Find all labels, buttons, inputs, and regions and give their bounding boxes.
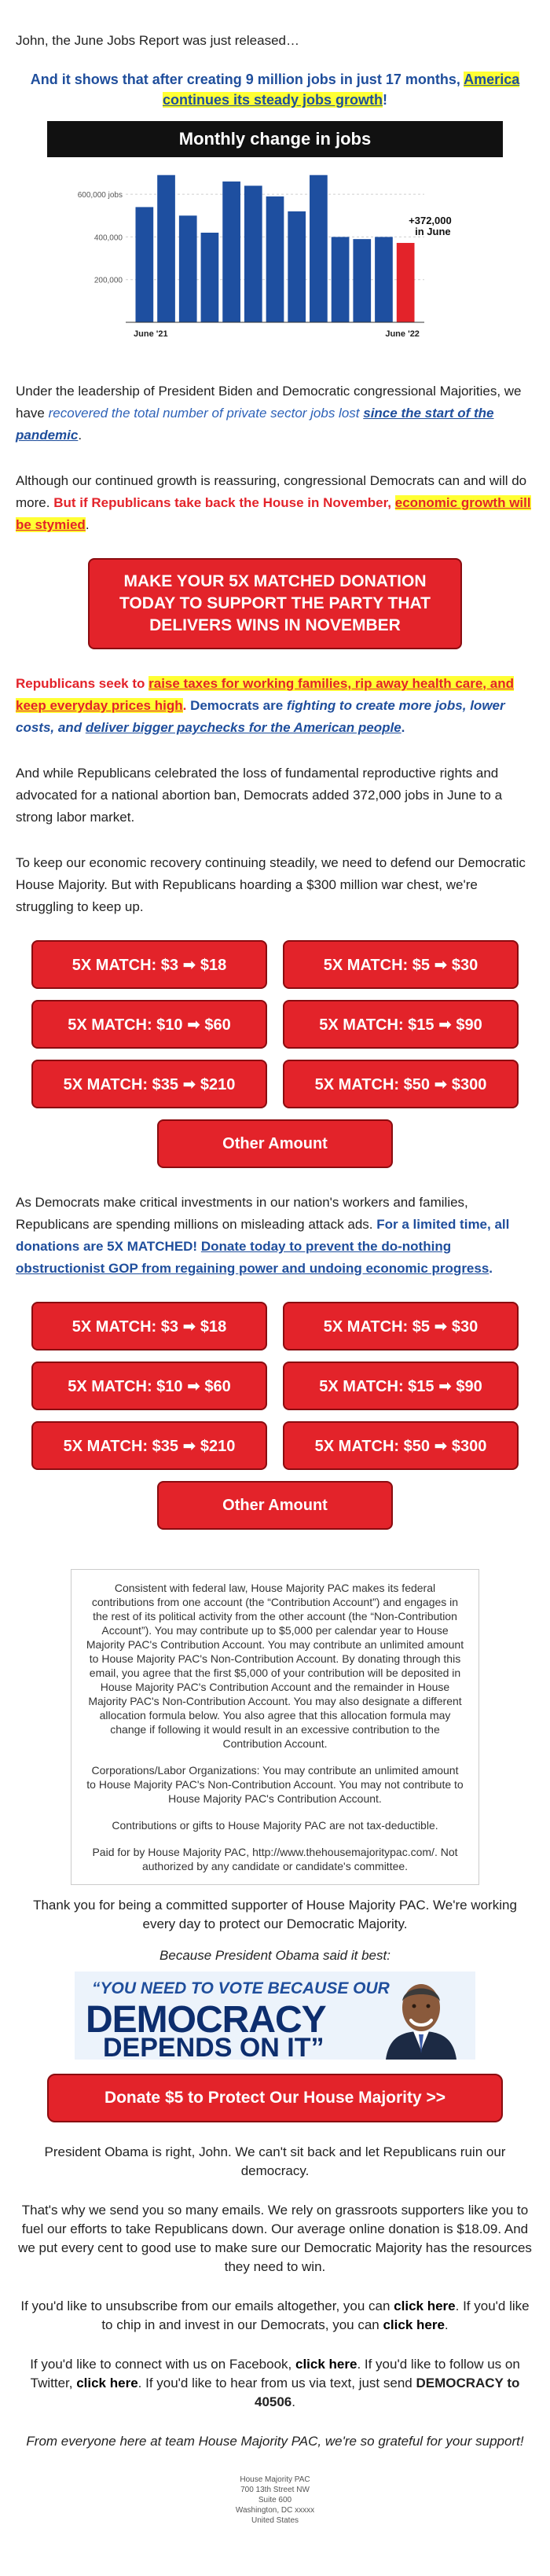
paragraph-war-chest: To keep our economic recovery continuing steadily, we need to defend our Democratic House Majority. But with Republicans hoarding a $300 million war chest, we're struggling to keep up. [16,855,526,914]
p3-link[interactable]: deliver bigger paychecks for the American people [85,720,402,735]
annotation-label: in June [415,226,451,238]
bar-aug--21 [179,215,197,322]
obama-photo-icon [378,1975,464,2060]
disclaimer-tax: Contributions or gifts to House Majority PAC are not tax-deductible. [112,1819,438,1832]
other-amount-button[interactable]: Other Amount [157,1119,393,1168]
democracy-banner [75,1972,475,2060]
social-text-2: . If you'd like to follow us on Twitter, [30,2357,520,2390]
headline [16,69,534,110]
matched-donation-cta[interactable]: MAKE YOUR 5X MATCHED DONATION TODAY TO SUPPORT THE PARTY THAT DELIVERS WINS IN NOVEMBER [88,558,462,649]
p3-red: Republicans seek to [16,676,149,691]
donate-3-button[interactable]: 5X MATCH: $3 ➡ $18 [31,940,267,989]
disclaimer-corporations: Corporations/Labor Organizations: You may contribute an unlimited amount to House Majority PAC's Non-Contribution Account. You may not contribute to House Majority PAC's Contribution Account. [86,1764,464,1805]
p3-blue: Democrats are [190,698,287,713]
donation-grid-1 [16,940,534,1168]
unsubscribe-link[interactable]: click here [394,2299,456,2313]
bar-may--22 [375,237,393,322]
p2-highlight: economic growth will be stymied [16,495,531,532]
social-text: If you'd like to connect with us on Facebook, [30,2357,295,2372]
facebook-link[interactable]: click here [295,2357,358,2372]
address-line-1: House Majority PAC [240,2475,310,2484]
banner-quote-line3: DEPENDS ON IT” [103,2033,324,2060]
bar-feb--22 [310,175,328,322]
p6-link[interactable]: Donate today to prevent the do-nothing obstructionist GOP from regaining power and undoing economic progress [16,1239,490,1276]
y-tick-label: 400,000 [94,233,123,243]
donate-10-button[interactable]: 5X MATCH: $10 ➡ $60 [31,1000,267,1049]
donate-15-button[interactable]: 5X MATCH: $15 ➡ $90 [283,1000,519,1049]
address-line-3: Suite 600 [258,2496,292,2504]
donate-5-button[interactable]: 5X MATCH: $5 ➡ $30 [283,940,519,989]
jobs-chart-plot [47,157,503,357]
p2-text: Although our continued growth is reassuring, congressional Democrats can and will do more. [16,473,527,510]
p3-end: . [401,720,405,735]
donate-50-button-2[interactable]: 5X MATCH: $50 ➡ $300 [283,1421,519,1470]
disclaimer-paid-for: Paid for by House Majority PAC, http://www.thehousemajoritypac.com/. Not authorized by any candidate or candidate's committee. [92,1846,458,1872]
closing-unsubscribe [16,2297,534,2335]
annotation-value: +372,000 [409,215,452,227]
intro-line: John, the June Jobs Report was just released… [16,33,299,48]
p3-dot: . [182,698,191,713]
p1-end: . [78,428,82,443]
bar-apr--22 [353,239,371,322]
p1-link[interactable]: since the start of the pandemic [16,406,494,443]
bar-jan--22 [288,211,306,322]
closing-social [16,2355,534,2412]
email-body [16,0,534,2549]
jobs-chart [47,121,503,357]
bar-oct--21 [222,182,240,322]
bar-sep--21 [201,233,219,322]
disclaimer-accounts: Consistent with federal law, House Majority PAC makes its federal contributions from one account (the “Contribution Account”) and engages in the rest of its political activity from the other account (the “Non-Contribution Account”). You may contribute up to $5,000 per calendar year to House Majority PAC's Contribution Account. You may contribute an unlimited amount to House Majority PAC's Non-Contribution Account. By donating through this email, you agree that the first $5,000 of your contribution will be deposited in House Majority PAC's Contribution Account and the remainder in House Majority PAC's Non-Contribution Account. You may also designate a different allocation formula below. You also agree that this allocation formula may change if following it would result in an excessive contribution to the Contribution Account. [86,1582,464,1750]
closing-obama-right: President Obama is right, John. We can't sit back and let Republicans ruin our democracy. [44,2144,506,2178]
other-amount-button-2[interactable]: Other Amount [157,1481,393,1530]
address-line-4: Washington, DC xxxxx [235,2506,315,2515]
address-line-2: 700 13th Street NW [240,2486,310,2494]
address-line-5: United States [251,2516,299,2525]
donate-5-protect-button[interactable]: Donate $5 to Protect Our House Majority >> [47,2074,503,2122]
bar-jul--21 [157,175,175,322]
y-tick-label: 200,000 [94,276,123,285]
bar-jun--22 [397,243,415,322]
p2-end: . [85,517,90,532]
thanks-text: Thank you for being a committed supporter of House Majority PAC. We're working every day to protect our Democratic Majority. [33,1898,517,1931]
signoff: From everyone here at team House Majority PAC, we're so grateful for your support! [26,2434,524,2449]
text-keyword: DEMOCRACY to 40506 [254,2376,520,2409]
legal-disclaimer [71,1569,479,1885]
headline-text: And it shows that after creating 9 million jobs in just 17 months, [30,72,464,87]
p6-end: . [489,1261,493,1276]
chip-in-link[interactable]: click here [383,2317,445,2332]
donate-35-button[interactable]: 5X MATCH: $35 ➡ $210 [31,1060,267,1108]
bar-dec--21 [266,197,284,322]
x-tick-label: June '21 [134,329,168,339]
paragraph-growth [16,470,534,536]
social-text-3: . If you'd like to hear from us via text, just send [138,2376,416,2390]
closing-emails: That's why we send you so many emails. We rely on grassroots supporters like you to fuel our efforts to take Republicans down. Our average online donation is $18.09. And we put every cent to good use to make sure our Democratic Majority has the resources they need to win. [18,2203,532,2274]
unsub-text-2: . If you'd like to chip in and invest in our Democrats, you can [101,2299,530,2332]
unsub-text: If you'd like to unsubscribe from our emails altogether, you can [20,2299,394,2313]
donate-35-button-2[interactable]: 5X MATCH: $35 ➡ $210 [31,1421,267,1470]
donation-grid-2 [16,1302,534,1530]
banner-quote-line2: DEMOCRACY [86,1999,326,2041]
obama-caption: Because President Obama said it best: [160,1948,390,1963]
p6-text: As Democrats make critical investments in our nation's workers and families, Republicans are spending millions on misleading attack ads. [16,1195,468,1232]
p6-blue: For a limited time, all donations are 5X MATCHED! [16,1217,510,1254]
unsub-end: . [444,2317,449,2332]
p2-red: But if Republicans take back the House in November, [53,495,395,510]
donate-50-button[interactable]: 5X MATCH: $50 ➡ $300 [283,1060,519,1108]
chart-title: Monthly change in jobs [47,121,503,157]
paragraph-attack-ads [16,1192,534,1280]
bar-nov--21 [244,186,262,322]
social-end: . [292,2394,295,2409]
bar-jun--21 [135,207,153,322]
bar-mar--22 [332,237,350,322]
twitter-link[interactable]: click here [76,2376,138,2390]
y-tick-label: 600,000 jobs [77,191,123,200]
headline-end: ! [383,92,388,108]
x-tick-label: June '22 [385,329,420,339]
donate-3-button-2[interactable]: 5X MATCH: $3 ➡ $18 [31,1302,267,1350]
paragraph-republicans [16,673,534,739]
paragraph-labor: And while Republicans celebrated the loss of fundamental reproductive rights and advocated for a national abortion ban, Democrats added 372,000 jobs in June to a strong labor market. [16,766,503,825]
headline-highlight: America continues its steady jobs growth [162,72,520,108]
donate-5-button-2[interactable]: 5X MATCH: $5 ➡ $30 [283,1302,519,1350]
p3-italic: fighting to create more jobs, lower costs, and [16,698,505,735]
p1-text: Under the leadership of President Biden and Democratic congressional Majorities, we have [16,384,522,421]
paragraph-recovery [16,380,534,446]
p3-highlight: raise taxes for working families, rip away health care, and keep everyday prices high [16,676,514,713]
mailing-address [16,2475,534,2526]
donate-15-button-2[interactable]: 5X MATCH: $15 ➡ $90 [283,1361,519,1410]
banner-quote-line1: “YOU NEED TO VOTE BECAUSE OUR [92,1979,390,1997]
donate-10-button-2[interactable]: 5X MATCH: $10 ➡ $60 [31,1361,267,1410]
p1-italic: recovered the total number of private sector jobs lost [48,406,364,421]
